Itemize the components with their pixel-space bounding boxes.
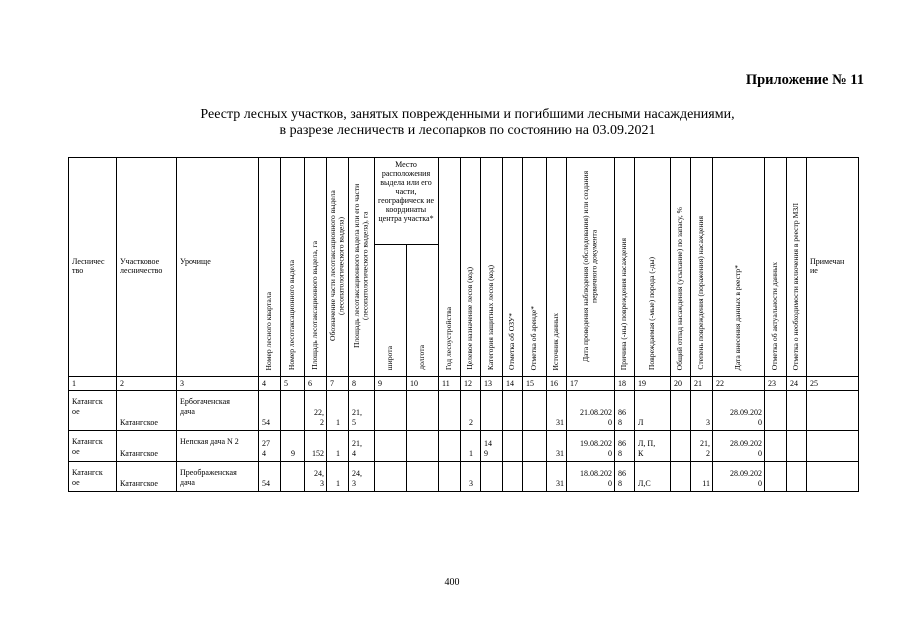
- header-purpose: Целевое назначение лесов (код): [465, 267, 475, 370]
- cell-forestry: Катангск ое: [72, 397, 103, 416]
- header-notes: Примечан ие: [810, 257, 845, 275]
- header-protective-category: Категория защитных лесов (код): [486, 264, 496, 370]
- column-number: 21: [694, 379, 702, 388]
- cell-section: 9: [291, 449, 295, 458]
- table-rule: [806, 157, 807, 491]
- column-number: 13: [484, 379, 492, 388]
- header-observation-date: Дата проведения наблюдения (обследования) или создания первичного документа: [581, 170, 599, 362]
- header-damaged-species-cell: [635, 162, 670, 370]
- cell-forestry: Катангск ое: [72, 437, 103, 456]
- cell-damage-degree: 11: [702, 479, 710, 488]
- column-number: 24: [790, 379, 798, 388]
- cell-damage-cause: 86 8: [618, 439, 626, 458]
- cell-part-area: 21, 4: [352, 439, 362, 458]
- column-number: 12: [464, 379, 472, 388]
- cell-part-area: 21, 5: [352, 408, 362, 427]
- cell-damage-degree: 21, 2: [700, 439, 710, 458]
- header-inventory-year: Год лесоустройства: [444, 306, 454, 370]
- header-location: Место расположения выдела или его части, географическ ие координаты центра участка*: [377, 160, 435, 223]
- header-quarter: Номер лесного квартала: [264, 291, 274, 370]
- header-part-designation-cell: [327, 162, 348, 370]
- title-line-2: в разрезе лесничеств и лесопарков по состоянию на 03.09.2021: [279, 123, 656, 138]
- header-damage-cause: Причина (-ны) повреждения насаждения: [619, 237, 629, 370]
- cell-purpose: 3: [469, 479, 473, 488]
- column-number: 17: [570, 379, 578, 388]
- column-number: 6: [308, 379, 312, 388]
- column-number: 10: [410, 379, 418, 388]
- title-line-1: Реестр лесных участков, занятых поврежденными и погибшими лесными насаждениями,: [200, 107, 735, 122]
- table-rule: [858, 157, 859, 491]
- cell-part: 1: [336, 418, 340, 427]
- column-number: 5: [284, 379, 288, 388]
- cell-source: 31: [556, 479, 564, 488]
- cell-entry-date: 28.09.202 0: [730, 408, 762, 427]
- header-damage-degree-cell: [691, 162, 712, 370]
- cell-damaged-species: Л,С: [638, 479, 651, 488]
- cell-section-area: 24, 3: [314, 469, 324, 488]
- cell-section-area: 22, 2: [314, 408, 324, 427]
- table-rule: [68, 376, 859, 377]
- table-rule: [68, 390, 859, 391]
- header-part-area-cell: [349, 162, 374, 370]
- column-number: 4: [262, 379, 266, 388]
- header-section-cell: [281, 162, 304, 370]
- header-forestry: Лесничес тво: [72, 257, 105, 275]
- header-lease: Отметка об аренде*: [529, 305, 539, 370]
- column-number: 23: [768, 379, 776, 388]
- header-quarter-cell: [259, 162, 280, 370]
- cell-observation-date: 18.08.202 0: [580, 469, 612, 488]
- header-relevance-mark-cell: [765, 162, 786, 370]
- header-damage-degree: Степень повреждения (поражения) насаждения: [696, 216, 706, 370]
- header-mzl-mark-cell: [787, 162, 806, 370]
- header-part-designation: Обозначение части лесотаксационного выдела (лесопатологического выдела): [328, 190, 346, 342]
- column-number: 7: [330, 379, 334, 388]
- column-number: 20: [674, 379, 682, 388]
- header-damaged-species: Повреждаемая (-мые) порода (-ды): [647, 256, 657, 370]
- column-number: 22: [716, 379, 724, 388]
- page-number: 400: [444, 577, 460, 588]
- cell-district: Катангское: [120, 418, 158, 427]
- cell-damage-degree: 3: [706, 418, 710, 427]
- table-rule: [68, 430, 859, 431]
- header-district: Участковое лесничество: [120, 257, 163, 275]
- column-number: 16: [550, 379, 558, 388]
- column-number: 25: [810, 379, 818, 388]
- cell-damaged-species: Л, П, К: [638, 439, 656, 458]
- column-number: 19: [638, 379, 646, 388]
- table-rule: [68, 491, 859, 492]
- cell-observation-date: 19.08.202 0: [580, 439, 612, 458]
- cell-section-area: 152: [312, 449, 324, 458]
- header-relevance-mark: Отметка об актуальности данных: [770, 261, 780, 370]
- table-rule: [116, 157, 117, 491]
- cell-part: 1: [336, 479, 340, 488]
- header-latitude: широта: [385, 345, 395, 370]
- header-total-deadwood-cell: [671, 162, 690, 370]
- cell-part: 1: [336, 449, 340, 458]
- column-number: 1: [72, 379, 76, 388]
- header-part-area: Площадь лесотаксационного выдела или его части (лесопатологического выдела), га: [352, 183, 370, 349]
- table-rule: [68, 157, 859, 158]
- cell-source: 31: [556, 449, 564, 458]
- header-entry-date-cell: [713, 162, 764, 370]
- cell-tract: Непская дача N 2: [180, 437, 239, 446]
- column-number: 15: [526, 379, 534, 388]
- column-number: 2: [120, 379, 124, 388]
- table-rule: [176, 157, 177, 491]
- cell-purpose: 1: [469, 449, 473, 458]
- cell-purpose: 2: [469, 418, 473, 427]
- header-total-deadwood: Общий отпад насаждения (усыхание) по запасу, %: [675, 206, 685, 370]
- header-section-area-cell: [305, 162, 326, 370]
- header-entry-date: Дата внесения данных в реестр*: [733, 264, 743, 370]
- cell-quarter: 54: [262, 418, 270, 427]
- header-latitude-cell: [375, 249, 406, 370]
- column-number: 8: [352, 379, 356, 388]
- appendix-label: Приложение № 11: [745, 72, 864, 88]
- header-ozu: Отметка об ОЗУ*: [507, 313, 517, 370]
- header-tract: Урочище: [180, 257, 211, 266]
- header-longitude: долгота: [417, 345, 427, 370]
- table-rule: [68, 461, 859, 462]
- header-purpose-cell: [461, 162, 480, 370]
- header-mzl-mark: Отметка о необходимости включения в реестр МЗЛ: [791, 202, 801, 370]
- cell-quarter: 54: [262, 479, 270, 488]
- column-number: 11: [442, 379, 450, 388]
- header-protective-category-cell: [481, 162, 502, 370]
- header-ozu-cell: [503, 162, 522, 370]
- cell-district: Катангское: [120, 479, 158, 488]
- header-lease-cell: [523, 162, 546, 370]
- cell-source: 31: [556, 418, 564, 427]
- header-observation-date-cell: [567, 162, 614, 370]
- column-number: 14: [506, 379, 514, 388]
- column-number: 3: [180, 379, 184, 388]
- cell-part-area: 24, 3: [352, 469, 362, 488]
- cell-damage-cause: 86 8: [618, 469, 626, 488]
- header-data-source: Источник данных: [551, 312, 561, 370]
- cell-protective: 14 9: [484, 439, 492, 458]
- table-rule: [68, 157, 69, 491]
- column-number: 18: [618, 379, 626, 388]
- cell-damaged-species: Л: [638, 418, 644, 427]
- header-damage-cause-cell: [615, 162, 634, 370]
- header-longitude-cell: [407, 249, 438, 370]
- column-number: 9: [378, 379, 382, 388]
- header-inventory-year-cell: [439, 162, 460, 370]
- header-section-area: Площадь лесотаксационного выдела, га: [310, 241, 320, 370]
- cell-damage-cause: 86 8: [618, 408, 626, 427]
- cell-district: Катангское: [120, 449, 158, 458]
- cell-observation-date: 21.08.202 0: [580, 408, 612, 427]
- cell-tract: Преображенская дача: [180, 468, 237, 487]
- header-section: Номер лесотаксационного выдела: [287, 259, 297, 370]
- cell-entry-date: 28.09.202 0: [730, 469, 762, 488]
- cell-forestry: Катангск ое: [72, 468, 103, 487]
- cell-quarter: 27 4: [262, 439, 270, 458]
- cell-entry-date: 28.09.202 0: [730, 439, 762, 458]
- header-data-source-cell: [547, 162, 566, 370]
- cell-tract: Ербогаченская дача: [180, 397, 230, 416]
